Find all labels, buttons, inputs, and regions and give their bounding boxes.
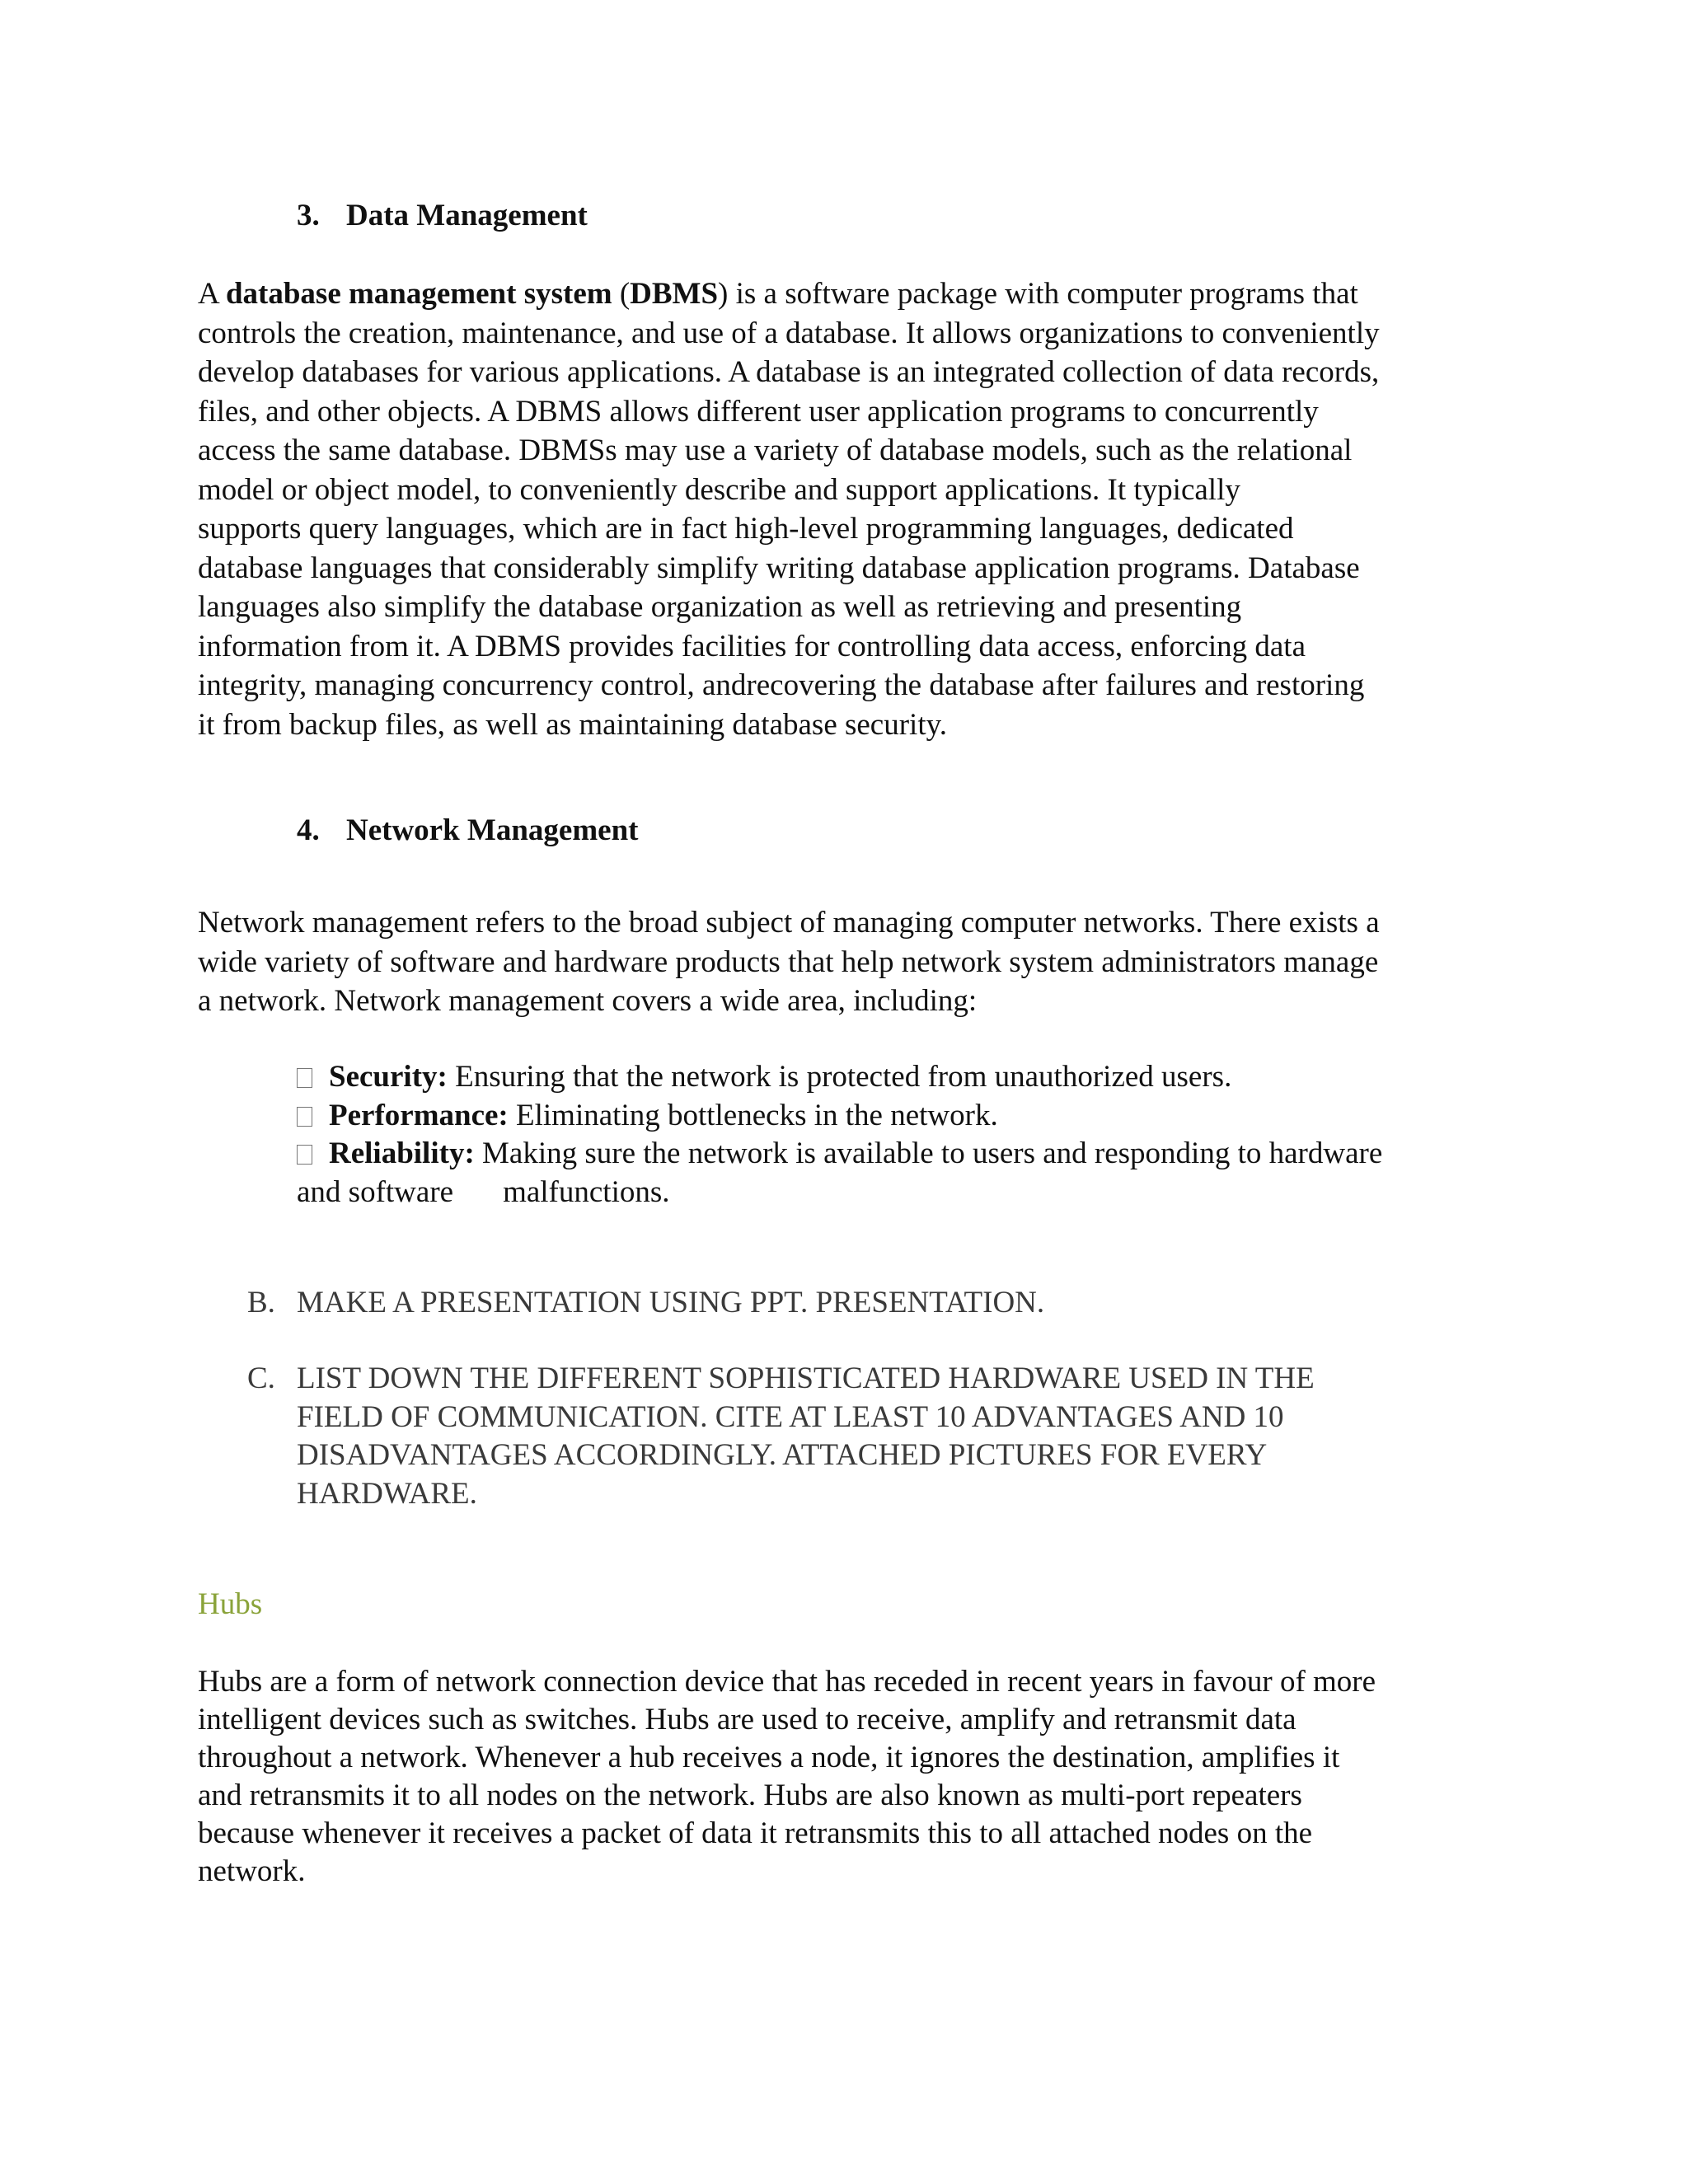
dbms-term: database management system	[225, 277, 612, 311]
paragraph-line: files, and other objects. A DBMS allows different user application programs to concurrently	[198, 394, 1319, 429]
paragraph-line: and retransmits it to all nodes on the network. Hubs are also known as multi-port repeaters	[198, 1779, 1302, 1812]
dbms-abbr: DBMS	[630, 277, 719, 311]
task-c	[247, 1360, 1315, 1513]
task-letter: B.	[247, 1286, 275, 1319]
paragraph-line: controls the creation, maintenance, and use of a database. It allows organizations to conveniently	[198, 316, 1380, 350]
paragraph-line: database languages that considerably simplify writing database application programs. Database	[198, 551, 1360, 585]
network-paragraph	[198, 903, 1517, 1021]
task-line: DISADVANTAGES ACCORDINGLY. ATTACHED PICTURES FOR EVERY	[297, 1438, 1268, 1472]
section-3-number: 3.	[297, 199, 320, 232]
section-4-heading	[297, 811, 639, 851]
task-letter: C.	[247, 1361, 275, 1395]
bullet-box-icon	[297, 1107, 312, 1127]
section-4-title: Network Management	[346, 813, 639, 847]
paragraph-line: integrity, managing concurrency control, andrecovering the database after failures and restoring	[198, 668, 1365, 702]
task-line: LIST DOWN THE DIFFERENT SOPHISTICATED HARDWARE USED IN THE	[297, 1361, 1315, 1395]
list-item	[297, 1097, 1533, 1136]
network-bullet-list	[297, 1058, 1533, 1212]
section-3-title: Data Management	[346, 199, 588, 232]
bullet-text: Ensuring that the network is protected from unauthorized users.	[447, 1060, 1232, 1094]
paragraph-line: intelligent devices such as switches. Hubs are used to receive, amplify and retransmit data	[198, 1703, 1296, 1736]
bullet-box-icon	[297, 1145, 312, 1165]
continuation-b: malfunctions.	[503, 1174, 670, 1209]
paragraph-line: it from backup files, as well as maintaining database security.	[198, 707, 947, 742]
paragraph-line: access the same database. DBMSs may use a variety of database models, such as the relational	[198, 434, 1353, 467]
section-4-number: 4.	[297, 813, 320, 847]
task-b	[247, 1284, 1045, 1323]
paragraph-line: Network management refers to the broad subject of managing computer networks. There exists a	[198, 906, 1380, 940]
hubs-heading: Hubs	[198, 1587, 263, 1621]
bullet-text: Eliminating bottlenecks in the network.	[508, 1098, 998, 1132]
bullet-term: Reliability:	[329, 1137, 475, 1170]
paragraph-line: wide variety of software and hardware products that help network system administrators manage	[198, 944, 1379, 979]
bullet-box-icon	[297, 1068, 312, 1088]
paragraph-line: network.	[198, 1854, 306, 1888]
task-line: FIELD OF COMMUNICATION. CITE AT LEAST 10 ADVANTAGES AND 10	[297, 1399, 1284, 1434]
continuation-a: and software	[297, 1174, 454, 1209]
paragraph-line: Hubs are a form of network connection device that has receded in recent years in favour of more	[198, 1665, 1376, 1699]
paragraph-line: because whenever it receives a packet of data it retransmits this to all attached nodes on the	[198, 1816, 1313, 1850]
dbms-paragraph	[198, 274, 1517, 744]
bullet-term: Security:	[329, 1060, 448, 1094]
paragraph-line: information from it. A DBMS provides facilities for controlling data access, enforcing data	[198, 629, 1306, 663]
paragraph-line: supports query languages, which are in fact high-level programming languages, dedicated	[198, 512, 1294, 546]
task-line: MAKE A PRESENTATION USING PPT. PRESENTATION.	[297, 1286, 1045, 1319]
paren-open: (	[612, 277, 631, 311]
bullet-continuation	[297, 1174, 1533, 1212]
list-item	[297, 1058, 1533, 1097]
bullet-term: Performance:	[329, 1098, 509, 1132]
hubs-paragraph	[198, 1663, 1517, 1891]
list-item	[297, 1135, 1533, 1174]
intro-a: A	[198, 277, 226, 311]
intro-rest: ) is a software package with computer programs that	[718, 277, 1358, 311]
section-3-heading	[297, 196, 588, 236]
paragraph-line: develop databases for various applications. A database is an integrated collection of data records,	[198, 355, 1380, 389]
paragraph-line: languages also simplify the database organization as well as retrieving and presenting	[198, 590, 1242, 624]
task-line: HARDWARE.	[297, 1476, 477, 1511]
bullet-text: Making sure the network is available to users and responding to hardware	[474, 1137, 1383, 1170]
dbms-first-line	[198, 274, 1517, 314]
paragraph-line: a network. Network management covers a wide area, including:	[198, 984, 978, 1018]
paragraph-line: throughout a network. Whenever a hub receives a node, it ignores the destination, amplifies it	[198, 1741, 1340, 1774]
paragraph-line: model or object model, to conveniently describe and support applications. It typically	[198, 472, 1240, 507]
